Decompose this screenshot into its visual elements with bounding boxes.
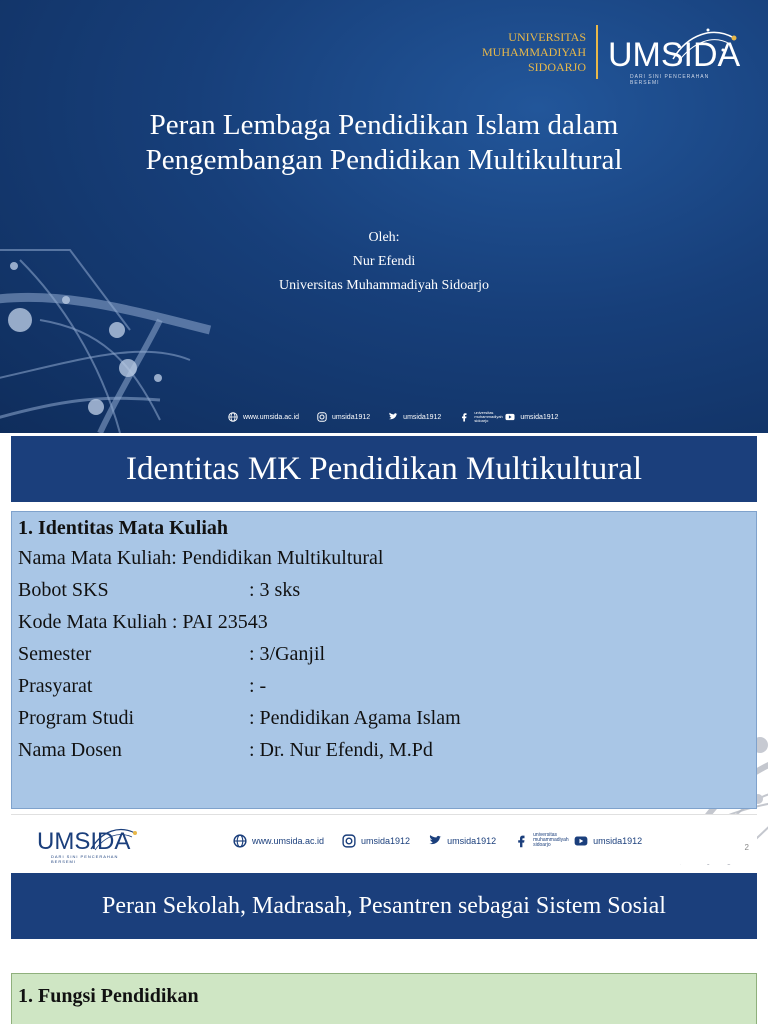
university-name: UNIVERSITAS MUHAMMADIYAH SIDOARJO xyxy=(481,29,586,74)
instagram-handle[interactable]: umsida1912 xyxy=(332,413,371,421)
prerequisite-row: Prasyarat : - xyxy=(18,675,267,697)
instagram-icon xyxy=(317,412,327,422)
twitter-icon xyxy=(428,834,442,848)
facebook-page[interactable]: universitas muhammadiyah sidoarjo xyxy=(533,832,569,848)
twitter-handle[interactable]: umsida1912 xyxy=(447,835,497,846)
course-code-row: Kode Mata Kuliah : PAI 23543 xyxy=(18,611,268,633)
identity-slide xyxy=(0,433,768,865)
youtube-handle[interactable]: umsida1912 xyxy=(593,835,643,846)
section-heading: 1. Fungsi Pendidikan xyxy=(18,985,199,1007)
author-name: Nur Efendi xyxy=(352,254,416,269)
logo-text: UMSIDA xyxy=(37,828,131,855)
facebook-icon xyxy=(514,834,528,848)
globe-icon xyxy=(233,834,247,848)
education-function-box xyxy=(11,973,757,1024)
author-block xyxy=(0,226,768,298)
slide-title: Peran Lembaga Pendidikan Islam dalam Pengembangan Pendidikan Multikultural xyxy=(145,109,623,176)
oleh-label: Oleh: xyxy=(368,230,400,245)
youtube-icon xyxy=(574,834,588,848)
logo-tagline: DARI SINI PENCERAHAN BERSEMI xyxy=(630,74,710,86)
course-name-row: Nama Mata Kuliah: Pendidikan Multikultural xyxy=(18,547,384,569)
author-institution: Universitas Muhammadiyah Sidoarjo xyxy=(279,278,489,293)
umsida-logo xyxy=(608,24,741,86)
page-number: 2 xyxy=(744,843,749,852)
umsida-brand xyxy=(481,20,741,86)
slide-title: Peran Sekolah, Madrasah, Pesantren sebagai Sistem Sosial xyxy=(11,873,757,939)
logo-tagline: DARI SINI PENCERAHAN BERSEMI xyxy=(51,854,119,864)
semester-row: Semester : 3/Ganjil xyxy=(18,643,326,665)
youtube-icon xyxy=(505,412,515,422)
twitter-handle[interactable]: umsida1912 xyxy=(403,413,442,421)
logo-text: UMSIDA xyxy=(608,36,741,74)
course-identity-box xyxy=(11,511,757,809)
title-slide xyxy=(0,0,768,433)
website-link[interactable]: www.umsida.ac.id xyxy=(243,413,300,421)
social-system-slide xyxy=(0,865,768,1024)
twitter-icon xyxy=(388,412,398,422)
slide-footer xyxy=(11,814,757,864)
social-bar xyxy=(228,411,558,423)
youtube-handle[interactable]: umsida1912 xyxy=(520,413,559,421)
umsida-logo xyxy=(37,823,137,864)
study-program-row: Program Studi : Pendidikan Agama Islam xyxy=(18,707,461,729)
sks-row: Bobot SKS : 3 sks xyxy=(18,579,301,601)
globe-icon xyxy=(228,412,238,422)
facebook-icon xyxy=(459,412,469,422)
instagram-icon xyxy=(342,834,356,848)
social-bar xyxy=(233,833,642,848)
instagram-handle[interactable]: umsida1912 xyxy=(361,835,411,846)
website-link[interactable]: www.umsida.ac.id xyxy=(252,835,325,846)
slide-title: Identitas MK Pendidikan Multikultural xyxy=(11,436,757,502)
section-heading: 1. Identitas Mata Kuliah xyxy=(18,517,229,539)
brand-divider xyxy=(596,25,598,79)
facebook-page[interactable]: universitas muhammadiyah sidoarjo xyxy=(474,410,503,423)
lecturer-row: Nama Dosen : Dr. Nur Efendi, M.Pd xyxy=(18,739,433,761)
